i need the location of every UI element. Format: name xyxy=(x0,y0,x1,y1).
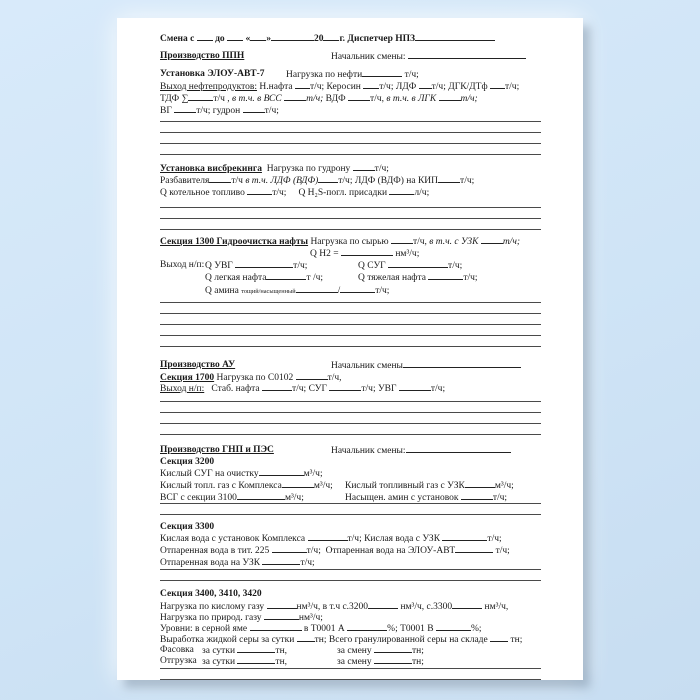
text-segment: за сутки xyxy=(202,646,238,656)
text-segment: Начальник смены: xyxy=(331,446,406,456)
blank-field xyxy=(347,622,387,631)
text-segment: т/ч; xyxy=(306,94,324,104)
blank-field xyxy=(388,259,448,268)
blank-field xyxy=(428,271,463,280)
text-segment: т/ч; xyxy=(460,176,475,186)
text-segment: Производство ППН xyxy=(160,51,245,61)
text-segment: в т.ч. в ВСС xyxy=(232,94,285,104)
blank-field xyxy=(374,655,412,664)
blank-field xyxy=(374,644,412,653)
ruled-blank-line xyxy=(160,314,541,325)
text-segment: Кислая вода с установок Комплекса xyxy=(160,534,308,544)
text-segment: т/ч; xyxy=(463,273,478,283)
vg-gudron-line xyxy=(160,104,541,116)
razbavitel-line xyxy=(160,174,541,186)
text-segment: Q H₂S-погл. присадки xyxy=(298,188,390,198)
text-segment: т/ч; xyxy=(492,493,508,503)
blank-field xyxy=(415,32,495,41)
blank-field xyxy=(272,544,307,553)
blank-field xyxy=(399,382,431,391)
text-segment: Стаб. нафта xyxy=(204,384,262,394)
blank-field xyxy=(391,235,413,244)
text-segment: м³/ч; xyxy=(284,493,304,503)
blank-field xyxy=(442,532,487,541)
text-segment: т/ч; Кислая вода с УЗК xyxy=(347,534,443,544)
text-segment: т/ч; xyxy=(272,188,287,198)
blank-field xyxy=(318,174,338,183)
column xyxy=(205,271,323,284)
text-segment: в т.ч. ЛДФ (ВДФ) xyxy=(245,176,319,186)
stripped-water-line-1 xyxy=(160,544,541,556)
text-segment: г. Диспетчер НПЗ xyxy=(339,34,416,44)
ruled-blank-line xyxy=(160,144,541,155)
text-segment: Секция 1700 xyxy=(160,373,215,383)
text-segment: Нагрузка по нефти xyxy=(286,70,363,80)
blank-field xyxy=(271,32,314,41)
text-segment: т/ч; xyxy=(502,237,521,247)
output-1700-line xyxy=(160,382,541,394)
blank-field xyxy=(266,271,306,280)
text-segment: Q амина xyxy=(205,286,242,296)
column xyxy=(331,50,526,63)
blank-field xyxy=(308,532,348,541)
text-segment: т/ч; xyxy=(402,70,419,80)
text-segment: %; xyxy=(470,624,482,634)
text-segment: Фасовка xyxy=(160,645,194,655)
text-segment: т/ч; xyxy=(293,261,308,271)
ruled-blank-line xyxy=(160,197,541,208)
text-segment: т/ч; xyxy=(460,94,478,104)
text-segment: Смена с xyxy=(160,34,197,44)
text-segment: Кислый топл. газ с Комплекса xyxy=(160,481,282,491)
product-output-line xyxy=(160,80,541,92)
text-segment: Кислый СУГ на очистку xyxy=(160,469,259,479)
text-segment: Q котельное топливо xyxy=(160,188,248,198)
text-segment: в т.ч. в ЛГК xyxy=(386,94,439,104)
q-amina-line xyxy=(160,284,541,296)
text-segment: тн; xyxy=(508,635,523,645)
ruled-blank-line xyxy=(160,219,541,230)
output-uvg-sug-line xyxy=(160,259,541,271)
text-segment: нм³/ч; xyxy=(392,249,420,259)
ruled-blank-line xyxy=(160,208,541,219)
text-segment: т/ч; СУГ xyxy=(291,384,330,394)
text-segment: за смену xyxy=(337,657,374,667)
text-segment: нм³/ч; xyxy=(298,613,323,623)
otgruzka-line xyxy=(160,655,541,667)
text-segment: л/ч; xyxy=(414,188,430,198)
text-segment: т/ч xyxy=(231,176,246,186)
blank-field xyxy=(262,382,292,391)
blank-field xyxy=(197,32,213,41)
text-segment: Нагрузка по сырью xyxy=(308,237,391,247)
blank-field xyxy=(174,104,196,113)
blank-field xyxy=(297,633,315,642)
text-segment: Q легкая нафта xyxy=(205,273,267,283)
blank-field xyxy=(348,92,370,101)
text-segment: т/ч; xyxy=(300,558,315,568)
text-segment: до xyxy=(212,34,228,44)
sour-sug-line xyxy=(160,467,541,479)
text-segment: ВГ xyxy=(160,106,175,116)
text-segment: Отгрузка xyxy=(160,656,197,666)
text-segment: т/ч; УВГ xyxy=(361,384,399,394)
section-title-ppn xyxy=(160,50,541,62)
text-segment: тн, xyxy=(275,657,288,667)
blank-field xyxy=(267,600,297,609)
blank-field xyxy=(452,600,482,609)
text-segment: Секция 1300 Гидроочистка нафты xyxy=(160,237,309,247)
text-segment: Начальник смены: xyxy=(331,52,408,62)
unit-elou-avt7-line xyxy=(160,68,541,80)
blank-field xyxy=(362,68,402,77)
text-segment: т/ч , xyxy=(213,94,233,104)
blank-field xyxy=(389,186,414,195)
blank-field xyxy=(329,382,361,391)
text-segment: %; Т0001 В xyxy=(387,624,436,634)
blank-field xyxy=(296,284,338,293)
text-segment: « xyxy=(243,34,251,44)
blank-field xyxy=(284,92,306,101)
text-segment: Нагрузка по гудрону xyxy=(261,164,353,174)
column xyxy=(205,284,389,298)
text-segment: Н.нафта xyxy=(257,82,295,92)
blank-field xyxy=(250,32,266,41)
shift-header-line xyxy=(160,32,541,44)
text-segment: Q Н2 = xyxy=(310,249,341,259)
unit-visbreaking-line xyxy=(160,162,541,174)
text-segment: Уровни: в серной яме xyxy=(160,624,250,634)
blank-field xyxy=(295,80,310,89)
text-segment: т/ч; xyxy=(493,546,510,556)
spacer xyxy=(286,194,298,195)
text-segment: тн, xyxy=(275,646,288,656)
section-3400-title xyxy=(160,588,541,600)
blank-field xyxy=(250,622,302,631)
text-segment: в т.ч. с УЗК xyxy=(429,237,481,247)
blank-field xyxy=(227,32,243,41)
sour-fuel-gas-line xyxy=(160,479,541,491)
text-segment: Отпаренная вода в тит. 225 xyxy=(160,546,272,556)
blank-field xyxy=(235,259,293,268)
text-segment: т/ч; ДГК/ДТф xyxy=(431,82,490,92)
section-title-gnp-pes xyxy=(160,444,541,456)
ruled-blank-line xyxy=(160,413,541,424)
blank-field xyxy=(490,80,505,89)
ruled-blank-line xyxy=(160,133,541,144)
blank-field xyxy=(353,162,375,171)
text-segment: Выход н/п: xyxy=(160,384,205,394)
blank-field xyxy=(237,655,275,664)
text-segment: Нагрузка по С0102 xyxy=(214,373,296,383)
column xyxy=(345,491,507,504)
blank-field xyxy=(188,92,213,101)
text-segment: Секция 3300 xyxy=(160,522,215,532)
text-segment: Выход нефтепродуктов: xyxy=(160,82,258,92)
ruled-blank-line xyxy=(160,336,541,347)
ruled-blank-line xyxy=(160,669,541,680)
text-segment: т/ч; гудрон xyxy=(196,106,243,116)
text-segment: Q УВГ xyxy=(205,261,236,271)
text-segment: т/ч; xyxy=(448,261,463,271)
blank-field xyxy=(403,359,521,368)
blank-field xyxy=(264,611,299,620)
text-segment: т/ч; xyxy=(264,106,279,116)
text-segment: Выход н/п: xyxy=(160,260,205,270)
ruled-blank-line xyxy=(160,570,541,581)
text-segment: т/ч; ЛДФ (ВДФ) на КИП xyxy=(338,176,439,186)
ruled-blank-line xyxy=(160,303,541,314)
text-segment: Отпаренная вода на УЗК xyxy=(160,558,263,568)
text-segment: м³/ч; xyxy=(313,481,333,491)
text-segment: / xyxy=(337,286,341,296)
text-segment: нм³/ч, с.3300 xyxy=(398,602,453,612)
blank-field xyxy=(419,80,432,89)
text-segment: ВСГ с секции 3100 xyxy=(160,493,237,503)
text-segment: Установка висбрекинга xyxy=(160,164,262,174)
blank-field xyxy=(406,444,511,453)
column xyxy=(202,655,287,668)
text-segment: Начальник смены xyxy=(331,361,403,371)
blank-field xyxy=(237,644,275,653)
text-segment: Нагрузка по природ. газу xyxy=(160,613,264,623)
blank-field xyxy=(341,247,393,256)
text-segment: т/ч, xyxy=(412,237,430,247)
output-nafta-line xyxy=(160,271,541,283)
blank-field xyxy=(490,633,508,642)
section-title-au xyxy=(160,359,541,371)
column xyxy=(337,655,424,668)
text-segment: Разбавителя xyxy=(160,176,210,186)
text-segment: т/ч; Отпаренная вода на ЭЛОУ-АВТ xyxy=(306,546,456,556)
blank-field xyxy=(481,235,503,244)
text-segment: в Т0001 А xyxy=(301,624,348,634)
text-segment: тн; Всего гранулированной серы на складе xyxy=(314,635,491,645)
text-segment: 20 xyxy=(313,34,324,44)
text-segment: Секция 3200 xyxy=(160,457,215,467)
blank-field xyxy=(323,32,339,41)
text-segment: Секция 3400, 3410, 3420 xyxy=(160,589,262,599)
blank-field xyxy=(439,92,461,101)
blank-field xyxy=(296,371,328,380)
text-segment: т/ч; ЛДФ xyxy=(379,82,419,92)
text-segment: за сутки xyxy=(202,657,238,667)
blank-field xyxy=(438,174,460,183)
ruled-blank-line xyxy=(160,402,541,413)
text-segment: т/ч; xyxy=(374,164,389,174)
text-segment: Q тяжелая нафта xyxy=(358,273,429,283)
blank-field xyxy=(340,284,375,293)
blank-field xyxy=(282,479,314,488)
boiler-fuel-line xyxy=(160,186,541,198)
text-segment: Кислый топливный газ с УЗК xyxy=(345,481,465,491)
text-segment: за смену xyxy=(337,646,374,656)
vsg-line xyxy=(160,491,541,503)
blank-field xyxy=(408,50,526,59)
blank-field xyxy=(455,544,493,553)
blank-field xyxy=(247,186,272,195)
sour-water-line xyxy=(160,532,541,544)
text-segment: Насыщен. амин с установок xyxy=(345,493,461,503)
blank-field xyxy=(209,174,231,183)
q-h2-line xyxy=(160,247,541,259)
text-segment: тн; xyxy=(412,657,424,667)
column xyxy=(358,271,478,284)
document-page xyxy=(117,18,583,680)
text-segment: Производство АУ xyxy=(160,360,236,370)
text-segment: Выработка жидкой серы за сутки xyxy=(160,635,297,645)
text-segment: Производство ГНП и ПЭС xyxy=(160,445,274,455)
text-segment: т/ч, xyxy=(327,373,342,383)
blank-field xyxy=(465,479,495,488)
text-segment: » xyxy=(266,34,271,44)
text-segment: т/ч; xyxy=(430,384,446,394)
text-segment: тн; xyxy=(412,646,424,656)
text-segment: ТДФ ∑ xyxy=(160,94,189,104)
text-segment: ВДФ xyxy=(323,94,349,104)
text-segment: м³/ч; xyxy=(303,469,323,479)
ruled-blank-line xyxy=(160,325,541,336)
blank-field xyxy=(259,467,304,476)
blank-field xyxy=(262,556,300,565)
stripped-water-line-2 xyxy=(160,556,541,568)
text-segment: м³/ч; xyxy=(494,481,514,491)
text-segment: т /ч; xyxy=(306,273,324,283)
blank-field xyxy=(436,622,471,631)
text-segment: Установка ЭЛОУ-АВТ-7 xyxy=(160,69,265,79)
text-segment: нм³/ч, в т.ч с.3200 xyxy=(296,602,369,612)
text-segment: т/ч; xyxy=(487,534,502,544)
text-segment: т/ч; Керосин xyxy=(309,82,364,92)
text-segment: т/ч; xyxy=(505,82,520,92)
text-segment: т/ч; xyxy=(375,286,390,296)
blank-field xyxy=(368,600,398,609)
blank-field xyxy=(237,491,285,500)
blank-field xyxy=(363,80,379,89)
section-1300-line xyxy=(160,235,541,247)
ruled-blank-line xyxy=(160,122,541,133)
blank-field xyxy=(243,104,265,113)
text-segment: Нагрузка по кислому газу xyxy=(160,602,267,612)
ruled-blank-line xyxy=(160,504,541,515)
blank-field xyxy=(461,491,493,500)
text-segment: т/ч, xyxy=(370,94,387,104)
text-segment: Q СУГ xyxy=(358,261,389,271)
text-segment: тощий/насыщенный xyxy=(241,288,296,295)
tdf-line xyxy=(160,92,541,104)
text-segment: нм³/ч, xyxy=(482,602,509,612)
ruled-blank-line xyxy=(160,424,541,435)
form-content xyxy=(160,32,541,680)
